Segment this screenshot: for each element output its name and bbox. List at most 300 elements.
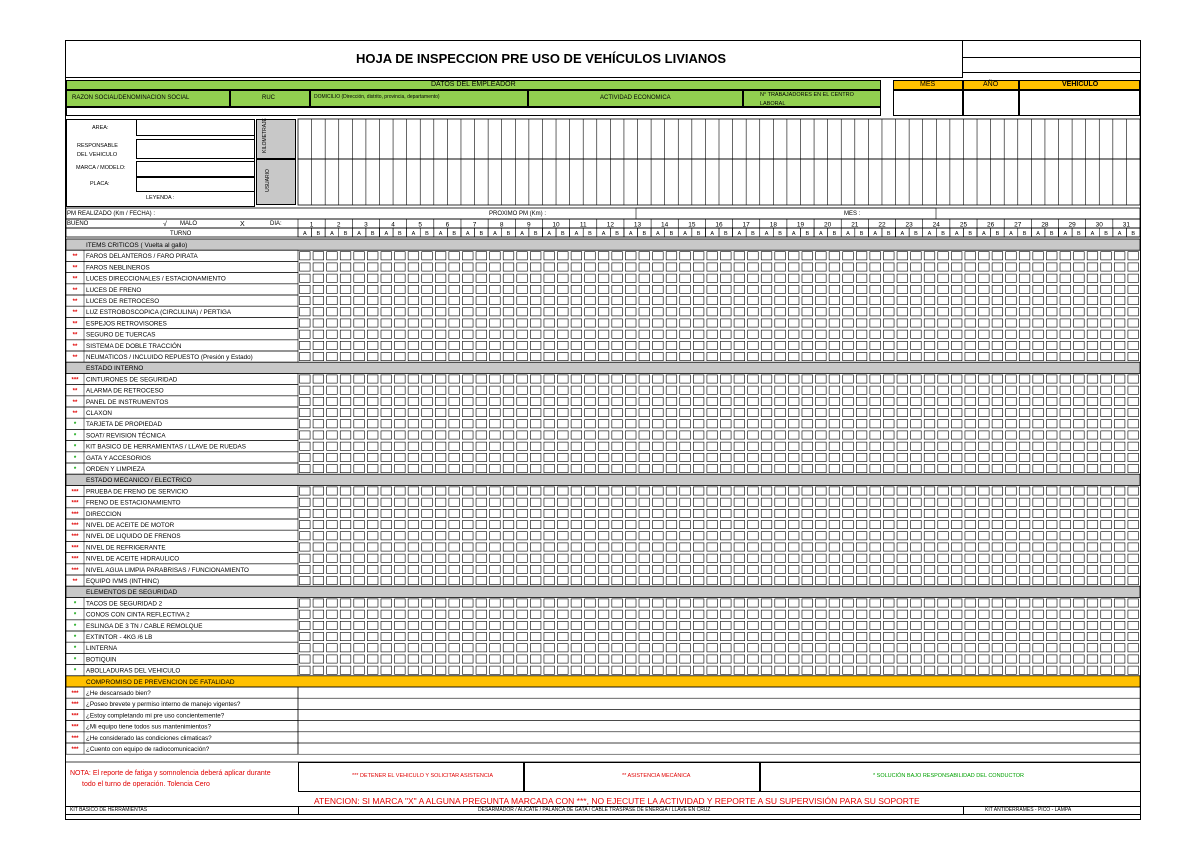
check-cell[interactable]: [327, 297, 338, 305]
check-cell[interactable]: [979, 554, 990, 562]
check-cell[interactable]: [340, 599, 351, 607]
check-cell[interactable]: [395, 297, 406, 305]
check-cell[interactable]: [340, 252, 351, 260]
check-cell[interactable]: [992, 397, 1003, 405]
check-cell[interactable]: [490, 655, 501, 663]
check-cell[interactable]: [721, 543, 732, 551]
check-cell[interactable]: [530, 487, 541, 495]
check-cell[interactable]: [558, 521, 569, 529]
check-cell[interactable]: [897, 453, 908, 461]
check-cell[interactable]: [802, 330, 813, 338]
check-cell[interactable]: [354, 655, 365, 663]
check-cell[interactable]: [979, 386, 990, 394]
check-cell[interactable]: [979, 252, 990, 260]
check-cell[interactable]: [612, 543, 623, 551]
check-cell[interactable]: [680, 655, 691, 663]
check-cell[interactable]: [340, 341, 351, 349]
check-cell[interactable]: [585, 397, 596, 405]
check-cell[interactable]: [965, 543, 976, 551]
check-cell[interactable]: [1101, 386, 1112, 394]
check-cell[interactable]: [327, 543, 338, 551]
check-cell[interactable]: [870, 543, 881, 551]
check-cell[interactable]: [1046, 465, 1057, 473]
check-cell[interactable]: [1046, 263, 1057, 271]
check-cell[interactable]: [612, 644, 623, 652]
check-cell[interactable]: [408, 453, 419, 461]
check-cell[interactable]: [666, 397, 677, 405]
check-cell[interactable]: [979, 409, 990, 417]
check-cell[interactable]: [911, 543, 922, 551]
check-cell[interactable]: [381, 498, 392, 506]
check-cell[interactable]: [598, 532, 609, 540]
check-cell[interactable]: [1033, 543, 1044, 551]
check-cell[interactable]: [653, 341, 664, 349]
check-cell[interactable]: [748, 442, 759, 450]
check-cell[interactable]: [748, 655, 759, 663]
check-cell[interactable]: [653, 409, 664, 417]
check-cell[interactable]: [625, 252, 636, 260]
check-cell[interactable]: [897, 465, 908, 473]
check-cell[interactable]: [1006, 577, 1017, 585]
check-cell[interactable]: [625, 409, 636, 417]
check-cell[interactable]: [435, 599, 446, 607]
check-cell[interactable]: [829, 431, 840, 439]
check-cell[interactable]: [354, 633, 365, 641]
check-cell[interactable]: [625, 577, 636, 585]
check-cell[interactable]: [367, 543, 378, 551]
check-cell[interactable]: [354, 386, 365, 394]
check-cell[interactable]: [503, 263, 514, 271]
check-cell[interactable]: [897, 397, 908, 405]
check-cell[interactable]: [558, 621, 569, 629]
check-cell[interactable]: [367, 666, 378, 674]
check-cell[interactable]: [693, 532, 704, 540]
check-cell[interactable]: [612, 666, 623, 674]
check-cell[interactable]: [517, 532, 528, 540]
check-cell[interactable]: [381, 644, 392, 652]
check-cell[interactable]: [313, 487, 324, 495]
check-cell[interactable]: [1101, 420, 1112, 428]
check-cell[interactable]: [761, 330, 772, 338]
check-cell[interactable]: [1019, 543, 1030, 551]
check-cell[interactable]: [816, 397, 827, 405]
check-cell[interactable]: [612, 577, 623, 585]
check-cell[interactable]: [666, 252, 677, 260]
check-cell[interactable]: [788, 375, 799, 383]
check-cell[interactable]: [381, 375, 392, 383]
check-cell[interactable]: [598, 453, 609, 461]
check-cell[interactable]: [829, 319, 840, 327]
check-cell[interactable]: [585, 610, 596, 618]
check-cell[interactable]: [300, 285, 311, 293]
check-cell[interactable]: [951, 644, 962, 652]
check-cell[interactable]: [870, 509, 881, 517]
check-cell[interactable]: [802, 285, 813, 293]
check-cell[interactable]: [734, 577, 745, 585]
check-cell[interactable]: [843, 330, 854, 338]
check-cell[interactable]: [1019, 431, 1030, 439]
check-cell[interactable]: [938, 521, 949, 529]
check-cell[interactable]: [585, 263, 596, 271]
check-cell[interactable]: [829, 599, 840, 607]
check-cell[interactable]: [829, 353, 840, 361]
check-cell[interactable]: [449, 577, 460, 585]
check-cell[interactable]: [734, 353, 745, 361]
check-cell[interactable]: [490, 509, 501, 517]
check-cell[interactable]: [965, 532, 976, 540]
check-cell[interactable]: [571, 644, 582, 652]
check-cell[interactable]: [897, 610, 908, 618]
check-cell[interactable]: [924, 442, 935, 450]
check-cell[interactable]: [856, 431, 867, 439]
check-cell[interactable]: [965, 509, 976, 517]
check-cell[interactable]: [1087, 375, 1098, 383]
check-cell[interactable]: [313, 543, 324, 551]
check-cell[interactable]: [612, 431, 623, 439]
check-cell[interactable]: [435, 397, 446, 405]
check-cell[interactable]: [395, 633, 406, 641]
check-cell[interactable]: [544, 487, 555, 495]
check-cell[interactable]: [476, 599, 487, 607]
check-cell[interactable]: [666, 666, 677, 674]
check-cell[interactable]: [1074, 386, 1085, 394]
check-cell[interactable]: [856, 420, 867, 428]
check-cell[interactable]: [883, 565, 894, 573]
check-cell[interactable]: [503, 341, 514, 349]
check-cell[interactable]: [707, 442, 718, 450]
check-cell[interactable]: [680, 263, 691, 271]
check-cell[interactable]: [802, 509, 813, 517]
check-cell[interactable]: [1114, 263, 1125, 271]
check-cell[interactable]: [625, 498, 636, 506]
check-cell[interactable]: [1074, 375, 1085, 383]
check-cell[interactable]: [367, 633, 378, 641]
check-cell[interactable]: [490, 274, 501, 282]
check-cell[interactable]: [300, 521, 311, 529]
check-cell[interactable]: [625, 666, 636, 674]
check-cell[interactable]: [1006, 442, 1017, 450]
check-cell[interactable]: [721, 509, 732, 517]
check-cell[interactable]: [843, 498, 854, 506]
check-cell[interactable]: [1128, 453, 1139, 461]
check-cell[interactable]: [476, 465, 487, 473]
check-cell[interactable]: [1019, 263, 1030, 271]
check-cell[interactable]: [1087, 297, 1098, 305]
check-cell[interactable]: [883, 308, 894, 316]
check-cell[interactable]: [381, 285, 392, 293]
check-cell[interactable]: [558, 431, 569, 439]
check-cell[interactable]: [979, 308, 990, 316]
check-cell[interactable]: [612, 633, 623, 641]
check-cell[interactable]: [367, 599, 378, 607]
check-cell[interactable]: [598, 263, 609, 271]
check-cell[interactable]: [1019, 285, 1030, 293]
check-cell[interactable]: [517, 666, 528, 674]
check-cell[interactable]: [911, 633, 922, 641]
check-cell[interactable]: [435, 610, 446, 618]
check-cell[interactable]: [666, 274, 677, 282]
check-cell[interactable]: [992, 353, 1003, 361]
check-cell[interactable]: [340, 666, 351, 674]
check-cell[interactable]: [340, 386, 351, 394]
check-cell[interactable]: [367, 386, 378, 394]
check-cell[interactable]: [585, 409, 596, 417]
check-cell[interactable]: [775, 498, 786, 506]
check-cell[interactable]: [435, 252, 446, 260]
check-cell[interactable]: [924, 644, 935, 652]
check-cell[interactable]: [313, 353, 324, 361]
check-cell[interactable]: [1074, 263, 1085, 271]
check-cell[interactable]: [340, 353, 351, 361]
check-cell[interactable]: [666, 375, 677, 383]
check-cell[interactable]: [1006, 386, 1017, 394]
check-cell[interactable]: [951, 509, 962, 517]
check-cell[interactable]: [965, 375, 976, 383]
check-cell[interactable]: [653, 263, 664, 271]
check-cell[interactable]: [653, 285, 664, 293]
check-cell[interactable]: [843, 274, 854, 282]
check-cell[interactable]: [1087, 353, 1098, 361]
check-cell[interactable]: [802, 341, 813, 349]
check-cell[interactable]: [1019, 621, 1030, 629]
check-cell[interactable]: [965, 577, 976, 585]
check-cell[interactable]: [734, 655, 745, 663]
check-cell[interactable]: [951, 532, 962, 540]
check-cell[interactable]: [1128, 330, 1139, 338]
check-cell[interactable]: [476, 577, 487, 585]
check-cell[interactable]: [1087, 644, 1098, 652]
check-cell[interactable]: [979, 565, 990, 573]
check-cell[interactable]: [979, 319, 990, 327]
check-cell[interactable]: [707, 599, 718, 607]
check-cell[interactable]: [449, 532, 460, 540]
check-cell[interactable]: [1019, 565, 1030, 573]
check-cell[interactable]: [476, 532, 487, 540]
check-cell[interactable]: [761, 353, 772, 361]
check-cell[interactable]: [1033, 644, 1044, 652]
check-cell[interactable]: [788, 431, 799, 439]
check-cell[interactable]: [653, 431, 664, 439]
check-cell[interactable]: [883, 577, 894, 585]
check-cell[interactable]: [476, 633, 487, 641]
check-cell[interactable]: [462, 543, 473, 551]
check-cell[interactable]: [571, 621, 582, 629]
check-cell[interactable]: [911, 274, 922, 282]
check-cell[interactable]: [598, 577, 609, 585]
check-cell[interactable]: [734, 465, 745, 473]
check-cell[interactable]: [435, 666, 446, 674]
check-cell[interactable]: [734, 252, 745, 260]
check-cell[interactable]: [1046, 666, 1057, 674]
check-cell[interactable]: [653, 565, 664, 573]
check-cell[interactable]: [992, 375, 1003, 383]
check-cell[interactable]: [1087, 263, 1098, 271]
check-cell[interactable]: [395, 543, 406, 551]
check-cell[interactable]: [748, 274, 759, 282]
check-cell[interactable]: [449, 409, 460, 417]
check-cell[interactable]: [924, 353, 935, 361]
check-cell[interactable]: [408, 487, 419, 495]
check-cell[interactable]: [476, 565, 487, 573]
check-cell[interactable]: [503, 666, 514, 674]
check-cell[interactable]: [856, 487, 867, 495]
check-cell[interactable]: [503, 509, 514, 517]
check-cell[interactable]: [517, 543, 528, 551]
check-cell[interactable]: [449, 599, 460, 607]
check-cell[interactable]: [870, 599, 881, 607]
check-cell[interactable]: [1019, 666, 1030, 674]
check-cell[interactable]: [598, 274, 609, 282]
check-cell[interactable]: [598, 644, 609, 652]
check-cell[interactable]: [530, 397, 541, 405]
check-cell[interactable]: [843, 610, 854, 618]
check-cell[interactable]: [1033, 330, 1044, 338]
check-cell[interactable]: [449, 633, 460, 641]
check-cell[interactable]: [408, 319, 419, 327]
check-cell[interactable]: [1019, 330, 1030, 338]
check-cell[interactable]: [788, 599, 799, 607]
check-cell[interactable]: [598, 487, 609, 495]
check-cell[interactable]: [422, 554, 433, 562]
check-cell[interactable]: [924, 431, 935, 439]
check-cell[interactable]: [408, 341, 419, 349]
check-cell[interactable]: [856, 565, 867, 573]
check-cell[interactable]: [503, 353, 514, 361]
check-cell[interactable]: [449, 498, 460, 506]
check-cell[interactable]: [870, 386, 881, 394]
check-cell[interactable]: [734, 420, 745, 428]
check-cell[interactable]: [340, 610, 351, 618]
check-cell[interactable]: [761, 274, 772, 282]
check-cell[interactable]: [530, 263, 541, 271]
check-cell[interactable]: [870, 330, 881, 338]
check-cell[interactable]: [843, 599, 854, 607]
check-cell[interactable]: [490, 375, 501, 383]
check-cell[interactable]: [354, 577, 365, 585]
check-cell[interactable]: [503, 319, 514, 327]
check-cell[interactable]: [639, 487, 650, 495]
check-cell[interactable]: [666, 420, 677, 428]
check-cell[interactable]: [381, 431, 392, 439]
check-cell[interactable]: [1046, 655, 1057, 663]
check-cell[interactable]: [843, 252, 854, 260]
check-cell[interactable]: [639, 521, 650, 529]
check-cell[interactable]: [354, 610, 365, 618]
check-cell[interactable]: [1006, 599, 1017, 607]
check-cell[interactable]: [340, 498, 351, 506]
check-cell[interactable]: [843, 341, 854, 349]
check-cell[interactable]: [680, 252, 691, 260]
check-cell[interactable]: [1019, 599, 1030, 607]
check-cell[interactable]: [544, 633, 555, 641]
check-cell[interactable]: [571, 453, 582, 461]
check-cell[interactable]: [327, 353, 338, 361]
check-cell[interactable]: [1006, 409, 1017, 417]
check-cell[interactable]: [530, 565, 541, 573]
check-cell[interactable]: [775, 285, 786, 293]
check-cell[interactable]: [422, 465, 433, 473]
check-cell[interactable]: [1114, 341, 1125, 349]
check-cell[interactable]: [367, 521, 378, 529]
check-cell[interactable]: [870, 397, 881, 405]
check-cell[interactable]: [340, 308, 351, 316]
check-cell[interactable]: [422, 577, 433, 585]
check-cell[interactable]: [462, 666, 473, 674]
check-cell[interactable]: [313, 509, 324, 517]
check-cell[interactable]: [829, 330, 840, 338]
check-cell[interactable]: [897, 532, 908, 540]
check-cell[interactable]: [462, 341, 473, 349]
check-cell[interactable]: [721, 420, 732, 428]
check-cell[interactable]: [1101, 375, 1112, 383]
check-cell[interactable]: [911, 487, 922, 495]
check-cell[interactable]: [367, 487, 378, 495]
check-cell[interactable]: [313, 386, 324, 394]
check-cell[interactable]: [802, 263, 813, 271]
check-cell[interactable]: [381, 554, 392, 562]
check-cell[interactable]: [395, 420, 406, 428]
check-cell[interactable]: [530, 297, 541, 305]
check-cell[interactable]: [612, 330, 623, 338]
check-cell[interactable]: [653, 319, 664, 327]
check-cell[interactable]: [666, 599, 677, 607]
check-cell[interactable]: [395, 610, 406, 618]
check-cell[interactable]: [816, 498, 827, 506]
check-cell[interactable]: [571, 521, 582, 529]
check-cell[interactable]: [911, 375, 922, 383]
check-cell[interactable]: [395, 409, 406, 417]
check-cell[interactable]: [1046, 297, 1057, 305]
check-cell[interactable]: [313, 655, 324, 663]
check-cell[interactable]: [530, 666, 541, 674]
check-cell[interactable]: [327, 655, 338, 663]
check-cell[interactable]: [1019, 442, 1030, 450]
check-cell[interactable]: [666, 297, 677, 305]
check-cell[interactable]: [1019, 644, 1030, 652]
check-cell[interactable]: [992, 442, 1003, 450]
check-cell[interactable]: [395, 252, 406, 260]
check-cell[interactable]: [1087, 666, 1098, 674]
check-cell[interactable]: [911, 341, 922, 349]
check-cell[interactable]: [816, 263, 827, 271]
check-cell[interactable]: [1060, 453, 1071, 461]
check-cell[interactable]: [612, 554, 623, 562]
check-cell[interactable]: [816, 655, 827, 663]
check-cell[interactable]: [992, 297, 1003, 305]
check-cell[interactable]: [897, 409, 908, 417]
check-cell[interactable]: [1114, 386, 1125, 394]
check-cell[interactable]: [1114, 655, 1125, 663]
check-cell[interactable]: [748, 353, 759, 361]
check-cell[interactable]: [503, 521, 514, 529]
check-cell[interactable]: [680, 644, 691, 652]
check-cell[interactable]: [300, 655, 311, 663]
check-cell[interactable]: [938, 610, 949, 618]
check-cell[interactable]: [625, 285, 636, 293]
check-cell[interactable]: [422, 409, 433, 417]
check-cell[interactable]: [666, 453, 677, 461]
check-cell[interactable]: [951, 633, 962, 641]
check-cell[interactable]: [992, 263, 1003, 271]
check-cell[interactable]: [788, 655, 799, 663]
check-cell[interactable]: [897, 498, 908, 506]
check-cell[interactable]: [1074, 453, 1085, 461]
check-cell[interactable]: [788, 308, 799, 316]
check-cell[interactable]: [951, 285, 962, 293]
check-cell[interactable]: [992, 599, 1003, 607]
check-cell[interactable]: [802, 644, 813, 652]
check-cell[interactable]: [571, 297, 582, 305]
